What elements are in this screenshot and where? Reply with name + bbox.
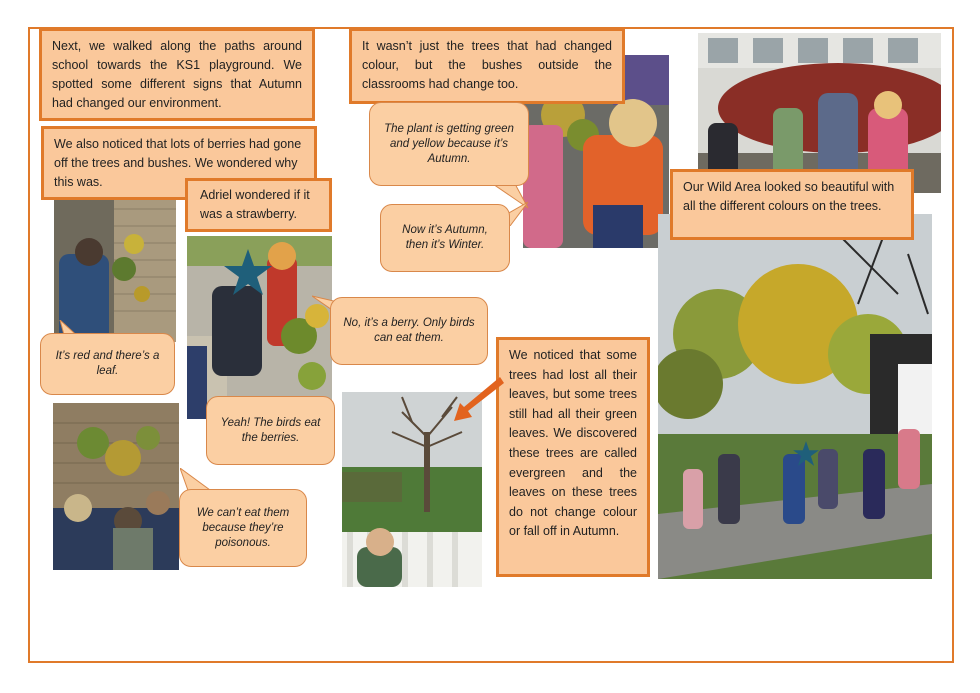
text-box-berries: We also noticed that lots of berries had gone off the trees and bushes. We wondered why this was. [41,126,317,200]
photo-children-pointing-at-tree [53,403,179,570]
privacy-star-icon [222,247,274,299]
speech-bubble-red-leaf: It’s red and there’s a leaf. [40,333,175,395]
speech-bubble-berry: No, it’s a berry. Only birds can eat them. [330,297,488,365]
speech-bubble-plant: The plant is getting green and yellow because it’s Autumn. [369,102,529,186]
text-box-walk: Next, we walked along the paths around school towards the KS1 playground. We spotted some different signs that Autumn had changed our environment. [39,28,315,121]
text-box-bushes: It wasn’t just the trees that had changed colour, but the bushes outside the classrooms had change too. [349,28,625,104]
text-box-wild-area: Our Wild Area looked so beautiful with all the different colours on the trees. [670,169,914,240]
arrow-icon [452,373,504,423]
privacy-star-icon [792,440,820,468]
text-box-adriel: Adriel wondered if it was a strawberry. [185,178,332,232]
speech-bubble-winter: Now it’s Autumn, then it’s Winter. [380,204,510,272]
photo-wild-area-trees [658,214,932,579]
text-box-evergreen: We noticed that some trees had lost all their leaves, but some trees still had all their green leaves. We discovered these trees are called evergreen and the leaves on these trees do not change colour or fall off in Autumn. [496,337,650,577]
speech-bubble-birds: Yeah! The birds eat the berries. [206,396,335,465]
speech-bubble-poisonous: We can’t eat them because they’re poisonous. [179,489,307,567]
